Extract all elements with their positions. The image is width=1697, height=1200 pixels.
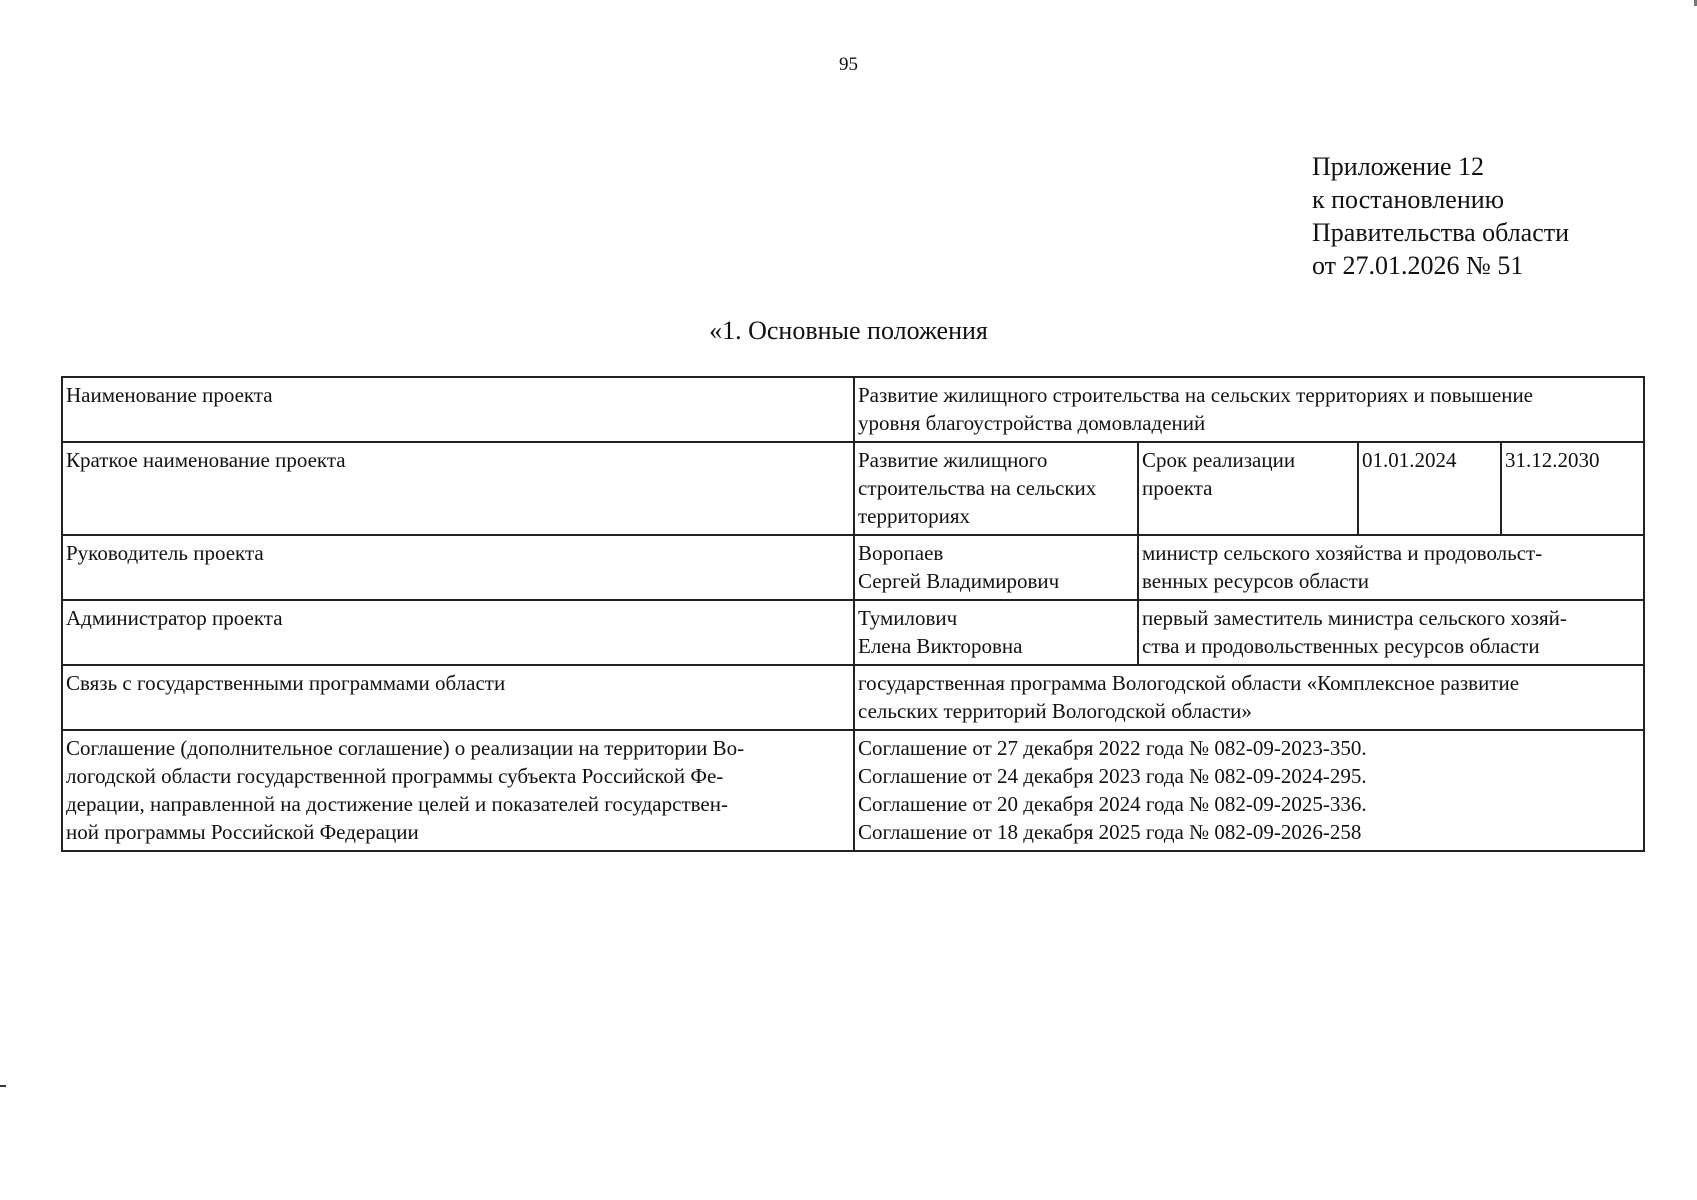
administrator-position	[1138, 600, 1644, 665]
programs-value	[854, 665, 1644, 730]
table-row-administrator	[62, 600, 1644, 665]
short-name-value	[854, 442, 1138, 535]
table-row-agreement	[62, 730, 1644, 851]
short-name-value-line-3: территориях	[858, 504, 971, 528]
manager-position-line-1: министр сельского хозяйства и продовольст-	[1142, 541, 1543, 565]
administrator-position-line-1: первый заместитель министра сельского хозяй-	[1142, 606, 1567, 630]
section-title-text: «1. Основные положения	[709, 316, 988, 345]
manager-name	[854, 535, 1138, 600]
project-name-value-line-1: Развитие жилищного строительства на сельских территориях и повышение	[858, 383, 1534, 407]
project-info-table	[61, 376, 1645, 852]
agreement-label-line-1: Соглашение (дополнительное соглашение) о реализации на территории Во-	[66, 736, 745, 760]
agreement-item: Соглашение от 27 декабря 2022 года № 082-09-2023-350.	[858, 736, 1367, 760]
administrator-name	[854, 600, 1138, 665]
programs-value-line-1: государственная программа Вологодской области «Комплексное развитие	[858, 671, 1520, 695]
project-name-value-line-2: уровня благоустройства домовладений	[858, 411, 1206, 435]
appendix-block	[1312, 150, 1569, 282]
appendix-line-3: Правительства области	[1312, 218, 1570, 247]
agreement-label	[62, 730, 854, 851]
programs-label: Связь с государственными программами области	[62, 665, 854, 730]
short-name-label: Краткое наименование проекта	[62, 442, 854, 535]
manager-position	[1138, 535, 1644, 600]
agreement-label-line-3: дерации, направленной на достижение целей и показателей государствен-	[66, 792, 728, 816]
project-name-value	[854, 377, 1644, 442]
table-row-programs	[62, 665, 1644, 730]
agreement-item: Соглашение от 24 декабря 2023 года № 082-09-2024-295.	[858, 764, 1367, 788]
section-title	[0, 316, 1697, 346]
agreement-list	[854, 730, 1644, 851]
short-name-value-line-2: строительства на сельских	[858, 476, 1097, 500]
appendix-line-2: к постановлению	[1312, 185, 1505, 214]
agreement-item: Соглашение от 20 декабря 2024 года № 082-09-2025-336.	[858, 792, 1367, 816]
manager-label: Руководитель проекта	[62, 535, 854, 600]
programs-value-line-2: сельских территорий Вологодской области»	[858, 699, 1252, 723]
short-name-value-line-1: Развитие жилищного	[858, 448, 1048, 472]
end-date: 31.12.2030	[1501, 442, 1644, 535]
appendix-line-1: Приложение 12	[1312, 152, 1485, 181]
agreement-item: Соглашение от 18 декабря 2025 года № 082-09-2026-258	[858, 820, 1362, 844]
table-row-project-name	[62, 377, 1644, 442]
appendix-line-4: от 27.01.2026 № 51	[1312, 251, 1524, 280]
start-date: 01.01.2024	[1358, 442, 1501, 535]
manager-name-line-1: Воропаев	[858, 541, 944, 565]
table-row-short-name	[62, 442, 1644, 535]
administrator-name-line-2: Елена Викторовна	[858, 634, 1023, 658]
page-number: 95	[839, 54, 858, 75]
administrator-position-line-2: ства и продовольственных ресурсов области	[1142, 634, 1540, 658]
table-row-manager	[62, 535, 1644, 600]
administrator-name-line-1: Тумилович	[858, 606, 958, 630]
term-label-line-2: проекта	[1142, 476, 1213, 500]
agreement-label-line-2: логодской области государственной программы субъекта Российской Фе-	[66, 764, 724, 788]
term-label-line-1: Срок реализации	[1142, 448, 1296, 472]
project-name-label: Наименование проекта	[62, 377, 854, 442]
scan-margin-mark	[0, 1085, 6, 1087]
agreement-label-line-4: ной программы Российской Федерации	[66, 820, 419, 844]
manager-position-line-2: венных ресурсов области	[1142, 569, 1370, 593]
administrator-label: Администратор проекта	[62, 600, 854, 665]
manager-name-line-2: Сергей Владимирович	[858, 569, 1060, 593]
term-label	[1138, 442, 1358, 535]
